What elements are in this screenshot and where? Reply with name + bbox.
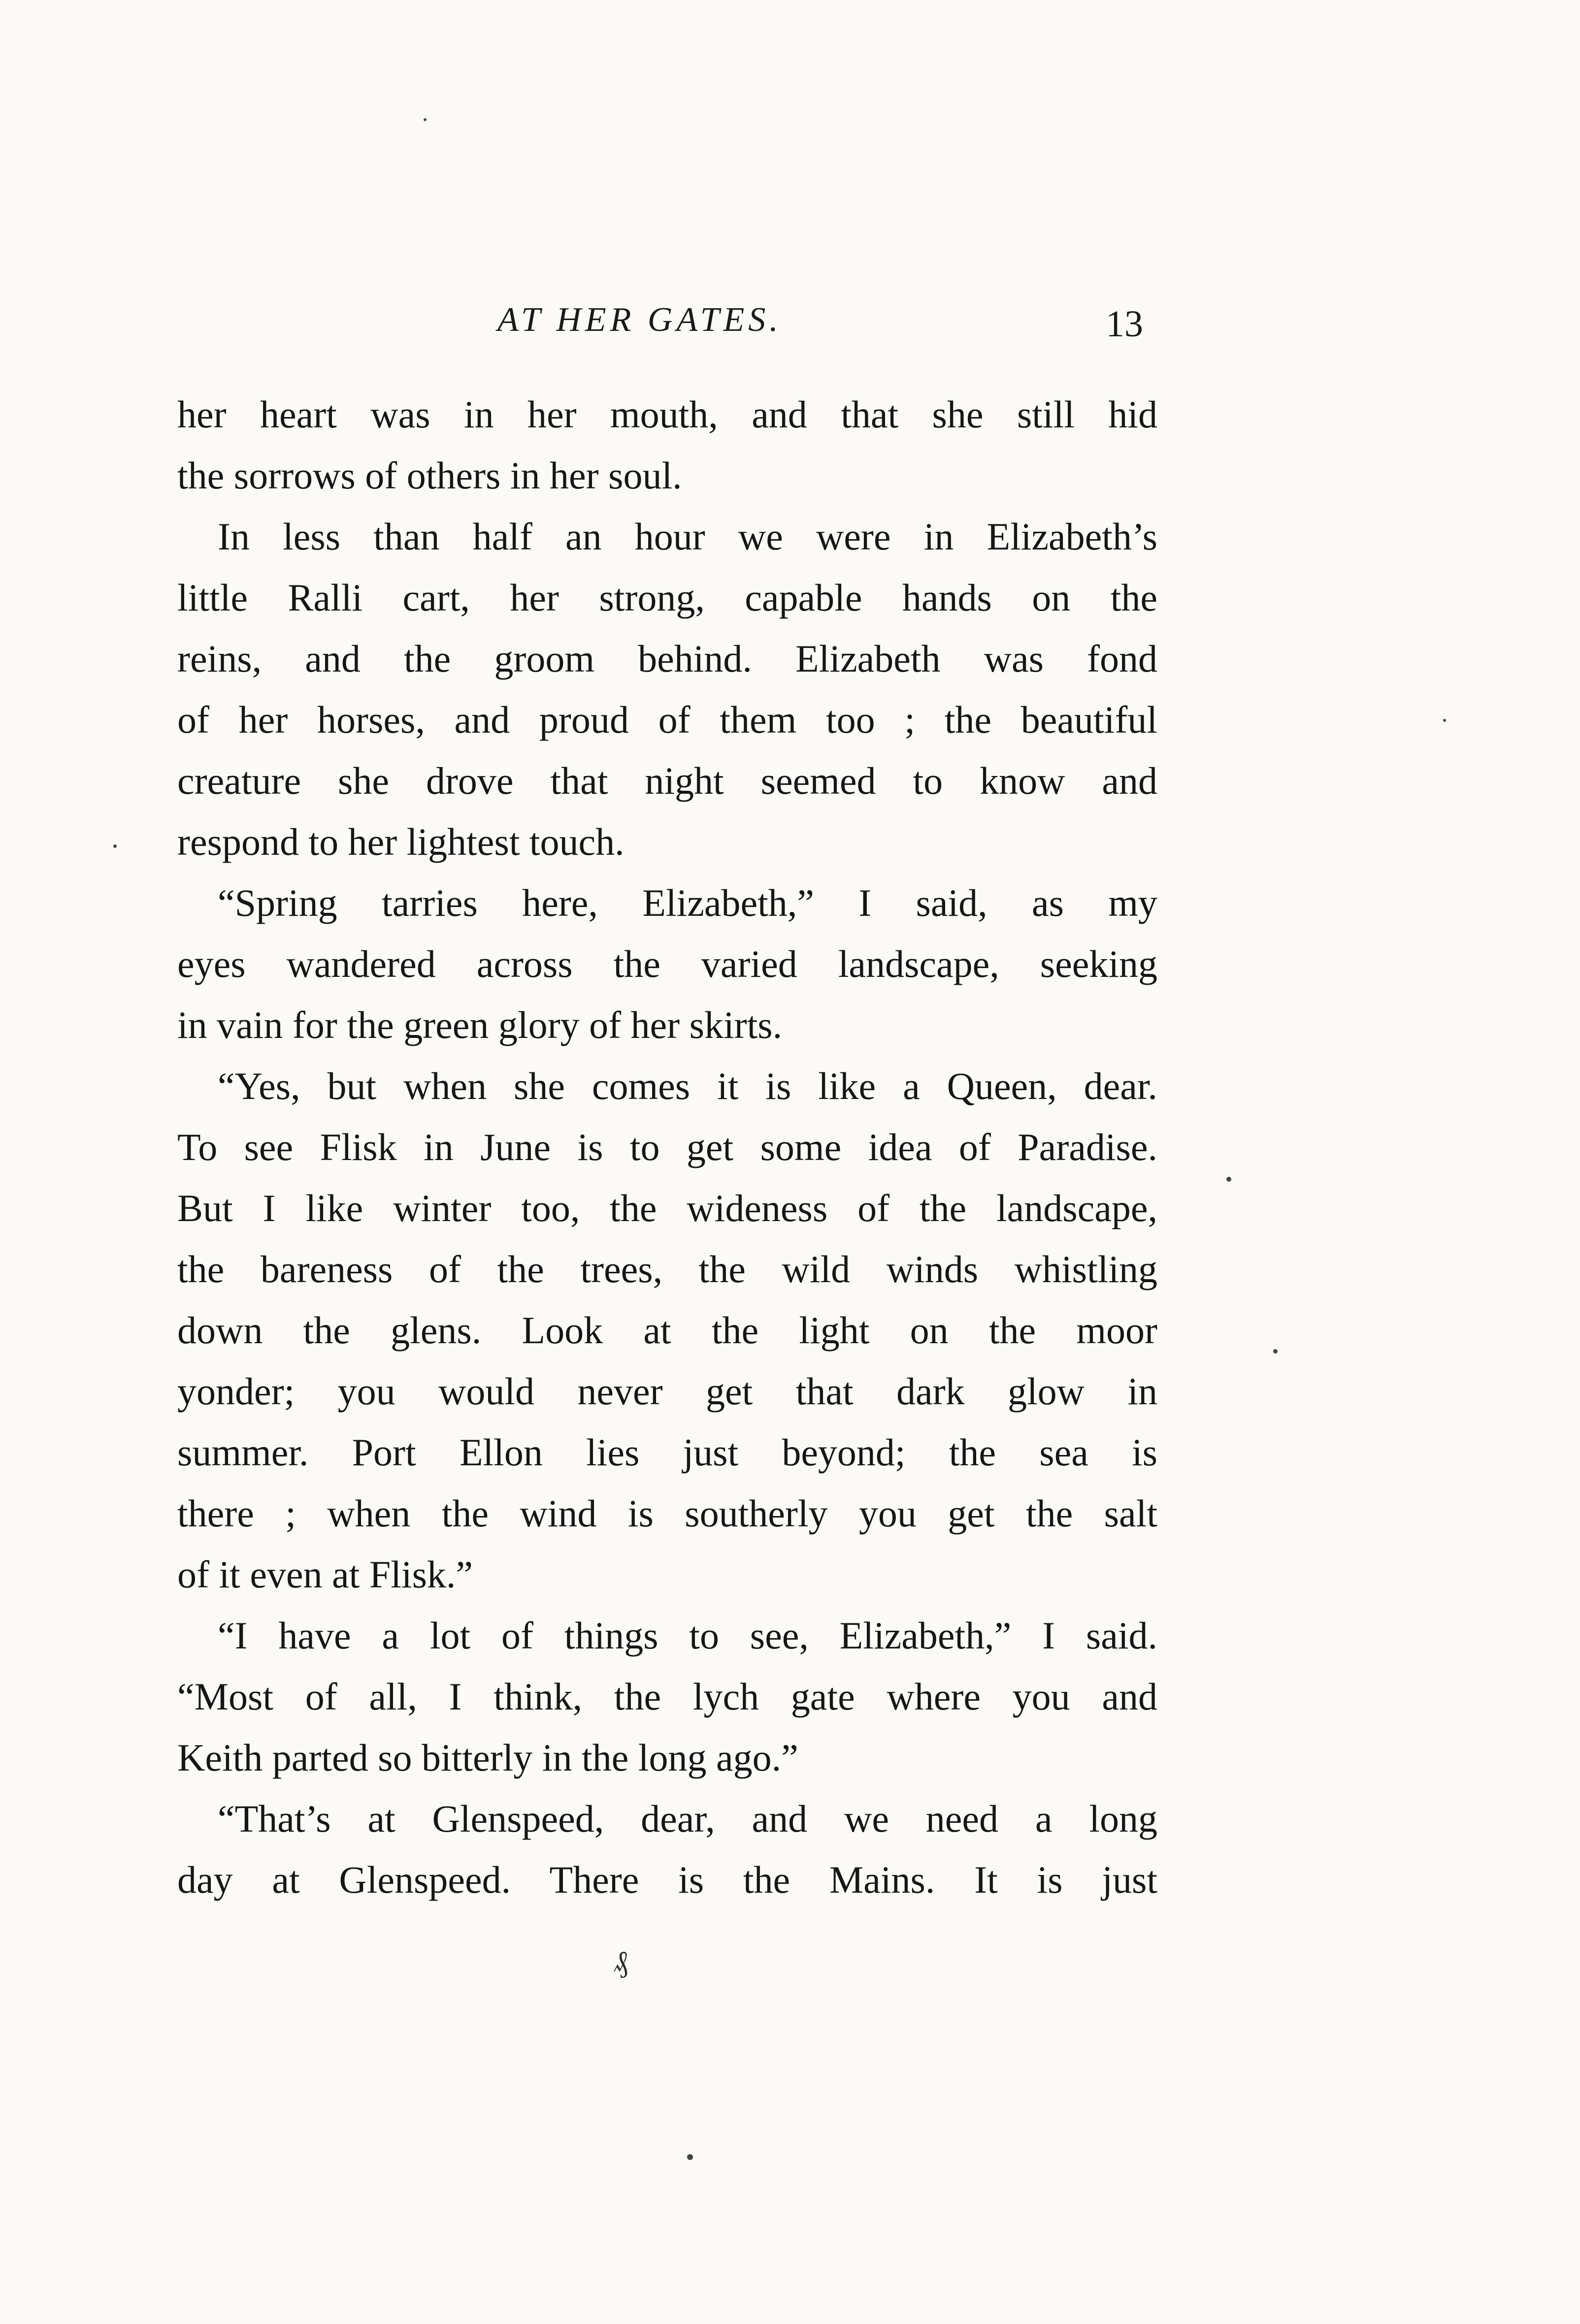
text-line: of it even at Flisk.” [177,1553,473,1596]
body-text [177,384,1157,1910]
text-line: the bareness of the trees, the wild winds whistling [177,1248,1157,1291]
text-line: the sorrows of others in her soul. [177,454,682,497]
text-line: “That’s at Glenspeed, dear, and we need a long [218,1797,1157,1840]
text-line: “I have a lot of things to see, Elizabeth,” I said. [218,1614,1157,1657]
text-line: “Yes, but when she comes it is like a Queen, dear. [218,1065,1157,1107]
scan-speck [1443,719,1446,722]
text-line: yonder; you would never get that dark glow in [177,1370,1157,1413]
text-line: eyes wandered across the varied landscape, seeking [177,942,1157,985]
scan-speck [424,118,427,121]
text-line: In less than half an hour we were in Elizabeth’s [218,515,1157,558]
text-line: there ; when the wind is southerly you get the salt [177,1492,1157,1535]
text-line: day at Glenspeed. There is the Mains. It is just [177,1858,1157,1901]
signature-mark: ₰ [613,1945,628,1978]
text-line: little Ralli cart, her strong, capable hands on the [177,576,1157,619]
text-line: down the glens. Look at the light on the moor [177,1309,1157,1352]
text-line: creature she drove that night seemed to know and [177,759,1157,802]
scan-speck [113,844,117,848]
page-number: 13 [1106,303,1143,345]
scan-speck [687,2154,693,2160]
text-line: “Most of all, I think, the lych gate where you and [177,1675,1157,1718]
text-line: of her horses, and proud of them too ; the beautiful [177,698,1157,741]
text-line: reins, and the groom behind. Elizabeth was fond [177,637,1157,680]
text-line: Keith parted so bitterly in the long ago.” [177,1736,798,1779]
text-line: But I like winter too, the wideness of the landscape, [177,1187,1157,1229]
text-line: her heart was in her mouth, and that she still hid [177,393,1157,436]
text-line: respond to her lightest touch. [177,820,625,863]
text-line: “Spring tarries here, Elizabeth,” I said, as my [218,881,1157,924]
text-line: summer. Port Ellon lies just beyond; the sea is [177,1431,1157,1474]
text-line: To see Flisk in June is to get some idea of Paradise. [177,1126,1157,1168]
scan-speck [1273,1349,1278,1354]
scan-speck [1226,1177,1231,1182]
running-head: AT HER GATES. [497,301,782,339]
text-line: in vain for the green glory of her skirts. [177,1003,783,1046]
